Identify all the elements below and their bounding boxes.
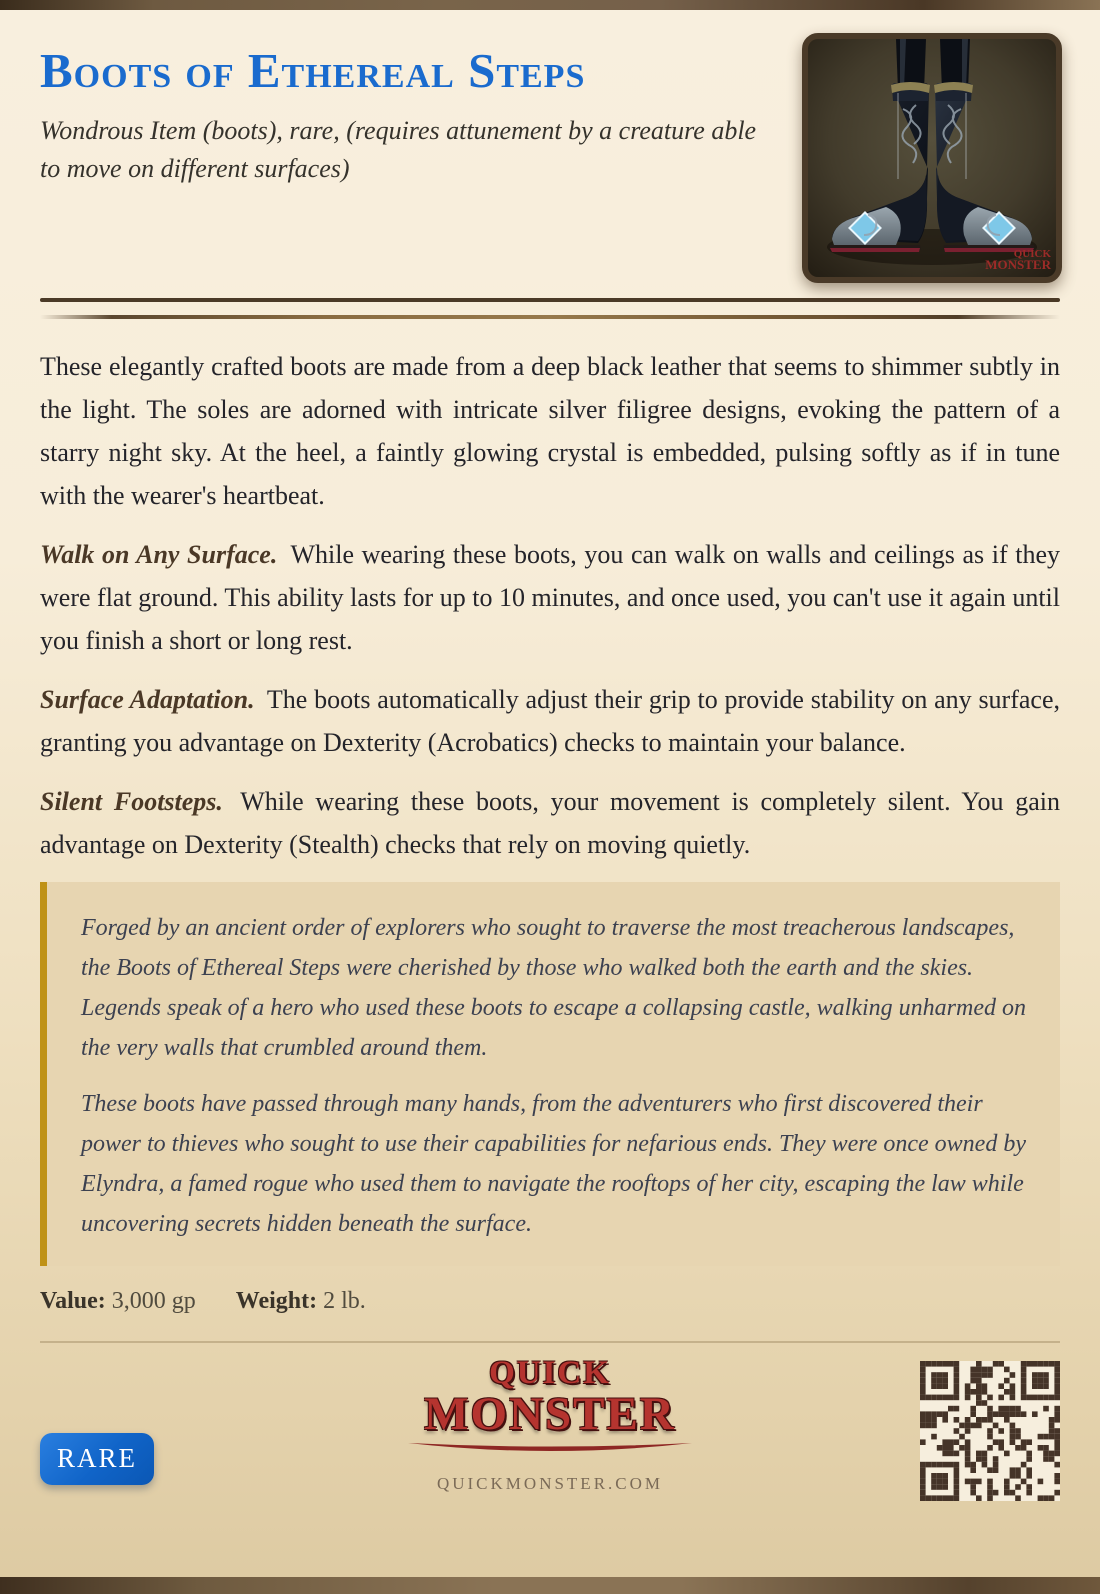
trait-text: While wearing these boots, you can walk on walls and ceilings as if they were flat ground. This ability lasts for up to 10 minutes, and once used, you can't use it again until you finish a short or long rest. — [40, 540, 1061, 655]
value-label: Value: — [40, 1288, 106, 1314]
qr-code — [920, 1361, 1060, 1501]
bottom-border-bar — [0, 1577, 1100, 1594]
lore-paragraph: Forged by an ancient order of explorers who sought to traverse the most treacherous landscapes, the Boots of Ethereal Steps were cherished by those who walked both the earth and the skies. Legends speak of a hero who used these boots to escape a collapsing castle, walking unharmed on the very walls that crumbled around them. — [81, 915, 1026, 1061]
header — [40, 10, 1060, 298]
weight-amount: 2 lb. — [323, 1288, 366, 1314]
item-description-section — [40, 345, 1060, 866]
value-amount: 3,000 gp — [111, 1288, 196, 1314]
lore-paragraph: These boots have passed through many hands, from the adventurers who first discovered their power to thieves who sought to use their capabilities for nefarious ends. They were once owned by Elyndra, a famed rogue who used them to navigate the rooftops of her city, escaping the law while uncovering secrets hidden beneath the surface. — [81, 1091, 1026, 1237]
rarity-badge[interactable]: RARE — [40, 1433, 154, 1485]
description-paragraph: These elegantly crafted boots are made from a deep black leather that seems to shimmer subtly in the light. The soles are adorned with intricate silver filigree designs, evoking the pattern of a starry night sky. At the heel, a faintly glowing crystal is embedded, pulsing softly as if in tune with the wearer's heartbeat. — [40, 352, 1060, 510]
page-title: Boots of Ethereal Steps — [40, 43, 586, 98]
lore-box — [40, 882, 1060, 1266]
quickmonster-logo — [370, 1357, 730, 1494]
stats-line — [40, 1288, 1060, 1315]
trait-silent-footsteps — [40, 780, 1060, 866]
header-divider-accent — [40, 315, 1060, 319]
trait-name: Silent Footsteps. — [40, 787, 223, 816]
boots-art-svg — [808, 39, 1056, 277]
trait-name: Walk on Any Surface. — [40, 540, 278, 569]
trait-surface-adaptation — [40, 678, 1060, 764]
footer — [40, 1343, 1060, 1515]
logo-text-quick: QUICK — [489, 1355, 611, 1391]
trait-walk-on-any-surface — [40, 533, 1060, 662]
trait-text: The boots automatically adjust their grip to provide stability on any surface, granting you advantage on Dexterity (Acrobatics) checks to maintain your balance. — [40, 685, 1060, 757]
trait-text: While wearing these boots, your movement is completely silent. You gain advantage on Dexterity (Stealth) checks that rely on moving quietly. — [40, 787, 1060, 859]
boots-illustration — [802, 33, 1062, 283]
header-divider — [40, 298, 1060, 302]
logo-text-monster: MONSTER — [424, 1387, 676, 1440]
top-border-bar — [0, 0, 1100, 10]
website-text: QUICKMONSTER.COM — [436, 1473, 664, 1493]
image-watermark-line1: QUICK — [1013, 248, 1051, 260]
item-type-subtitle: Wondrous Item (boots), rare, (requires attunement by a creature able to move on different surfaces) — [40, 115, 757, 183]
item-card — [0, 10, 1100, 1515]
image-watermark-line2: MONSTER — [985, 257, 1051, 272]
weight-label: Weight: — [235, 1288, 318, 1314]
logo-swoosh — [400, 1441, 700, 1455]
trait-name: Surface Adaptation. — [40, 685, 255, 714]
